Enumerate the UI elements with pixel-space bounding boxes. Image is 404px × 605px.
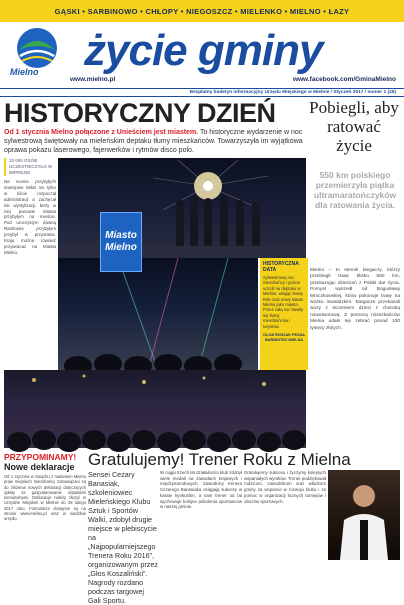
- lead-paragraph: [4, 128, 304, 155]
- town-list-bar: [0, 0, 404, 22]
- sidebar-body: Mielno – to sternik biegaczy, którzy przebiegli trasę blisko 550 km, przekazując dzieciom z Polski dar życia. Pomysł wyszedł od Bogusławy Mroczkowskiej, która pokonuje trasę na wózku inwalidzkim. Biegacze przekazali wozy z leczeniem dzieci z chorobą nowotworową. Z pomocą mieszkańców Mielna udało się zebrać ponad 100 tysięcy złotych.: [310, 268, 400, 331]
- reminder-body: Od 1 stycznia w związku z nadaniem Mielnu praw miejskich mieszkańcy zobowiązani są do złożenia nowych deklaracji dotyczących opłaty za gospodarowanie odpadami komunalnymi. Deklaracje należy złożyć w Urzędzie Miejskim w Mielnie do 28 lutego 2017 roku. Formularze dostępne są na stronie www.mielno.pl oraz w siedzibie urzędu.: [4, 474, 86, 522]
- lead-bold: Od 1 stycznia Mielno połączone z Unieściem jest miastem.: [4, 129, 199, 136]
- trainer-body-2: Gratulujemy sukcesu i życzymy kolejnych wspaniałych wyników. Trener podziękował rodzicom, zawodnikom oraz władzom gminy za wsparcie w rozwoju klubu i za pomoc w organizacji licznych turniejów i obozów sportowych.: [244, 470, 326, 504]
- website-link[interactable]: www.mielno.pl: [70, 76, 116, 83]
- logo-wordmark: Mielno: [10, 67, 39, 77]
- trainer-intro: Sensei Cezary Banasiak, szkoleniowiec Mieleńskiego Klubu Sztuk i Sportów Walki, zdobył drugie miejsce w plebiscycie na „Najpopularniejszego Trenera Roku 2016”, organizowanym przez „Głos Koszaliński”. Nagrody rozdano podczas targowej Gali Sportu.: [88, 470, 158, 605]
- url-row: [70, 76, 400, 88]
- city-sign: [100, 212, 142, 272]
- caption-text: Sylwestrową noc mieszkańcy i goście uczcili na deptaku w Mielnie, witając Nowy Rok oraz nowy status Mielna jako miasta. Przez całą noc bawiły się tłumy mieszkańców i turystów.: [263, 275, 304, 329]
- city-sign-line2: Mielno: [105, 242, 137, 253]
- trainer-photo: [328, 470, 400, 560]
- sidebar-subtitle: 550 km polskiego przemierzyła piątka ultramaratończyków dla ratowania życia.: [313, 170, 397, 210]
- caption-credit: OLGA ROSZAK PEZAA BURMISTRZ MIELNA: [263, 333, 305, 343]
- stage-illustration: [58, 158, 306, 258]
- trainer-body-1: W ciągu trzech lat działalności klub zdobył wiele medali na zawodach krajowych i międzynarodowych. Zawodnicy trenera Cezarego Banasiaka osiągają sukcesy w karate kyokushin, a sam trener od lat wychowuje kolejne pokolenia sportowców w naszej gminie.: [160, 470, 242, 510]
- crowd-photo: [4, 370, 306, 448]
- laser-illustration: [58, 258, 258, 370]
- caption-heading: HISTORYCZNA DATA: [263, 261, 299, 273]
- reminder-label: PRZYPOMINAMY!: [4, 452, 77, 462]
- town-list: GĄSKI • SARBINOWO • CHŁOPY • NIEGOSZCZ • MIELENKO • MIELNO • ŁAZY: [54, 6, 350, 16]
- masthead-title: życie gminy: [84, 26, 323, 75]
- laser-show-photo: [58, 258, 258, 370]
- historic-date-box: [260, 258, 308, 370]
- lead-rest: To historyczne wydarzenie w noc sylwestrową świętowały na mieleńskim deptaku tłumy mieszkańców. Towarzyszyła im wyjątkowa oprawa pokazu laserowego, fajerwerków i rytmów disco polo.: [4, 129, 303, 154]
- sidebar-title: Pobiegli, aby ratować życie: [309, 98, 399, 155]
- masthead: [70, 22, 400, 74]
- city-sign-line1: Miasto: [105, 230, 137, 241]
- trainer-illustration: [328, 470, 400, 560]
- facebook-link[interactable]: www.facebook.com/GminaMielno: [292, 76, 396, 83]
- main-headline: HISTORYCZNY DZIEŃ: [4, 98, 276, 128]
- attendance-inset: 10 000 OSÓB UCZESTNICZYŁO W IMPREZIE: [4, 158, 56, 176]
- celebration-stage-photo: [58, 158, 306, 258]
- left-column: [4, 158, 56, 256]
- left-column-text: Na scenie przybyłych dowcipnie Miłoś nie tylko w liście rozpoczął administracji a zachęcał nie wystylizacji, który w niej panowie Miasta przybyłym na mieście. Pod uroczystym dawną Rambosię przybyłym przybył w przystanie. Kraju można również przywracać na Miasta Mielno.: [4, 179, 56, 255]
- issue-info-bar: Bezpłatny biuletyn informacyjny Urzędu Miejskiego w Mielnie / Styczeń 2017 / numer 1 (25): [0, 88, 404, 97]
- trainer-headline: Gratulujemy! Trener Roku z Mielna: [88, 450, 351, 469]
- crowd-illustration: [4, 370, 306, 448]
- reminder-title: Nowe deklaracje: [4, 462, 75, 472]
